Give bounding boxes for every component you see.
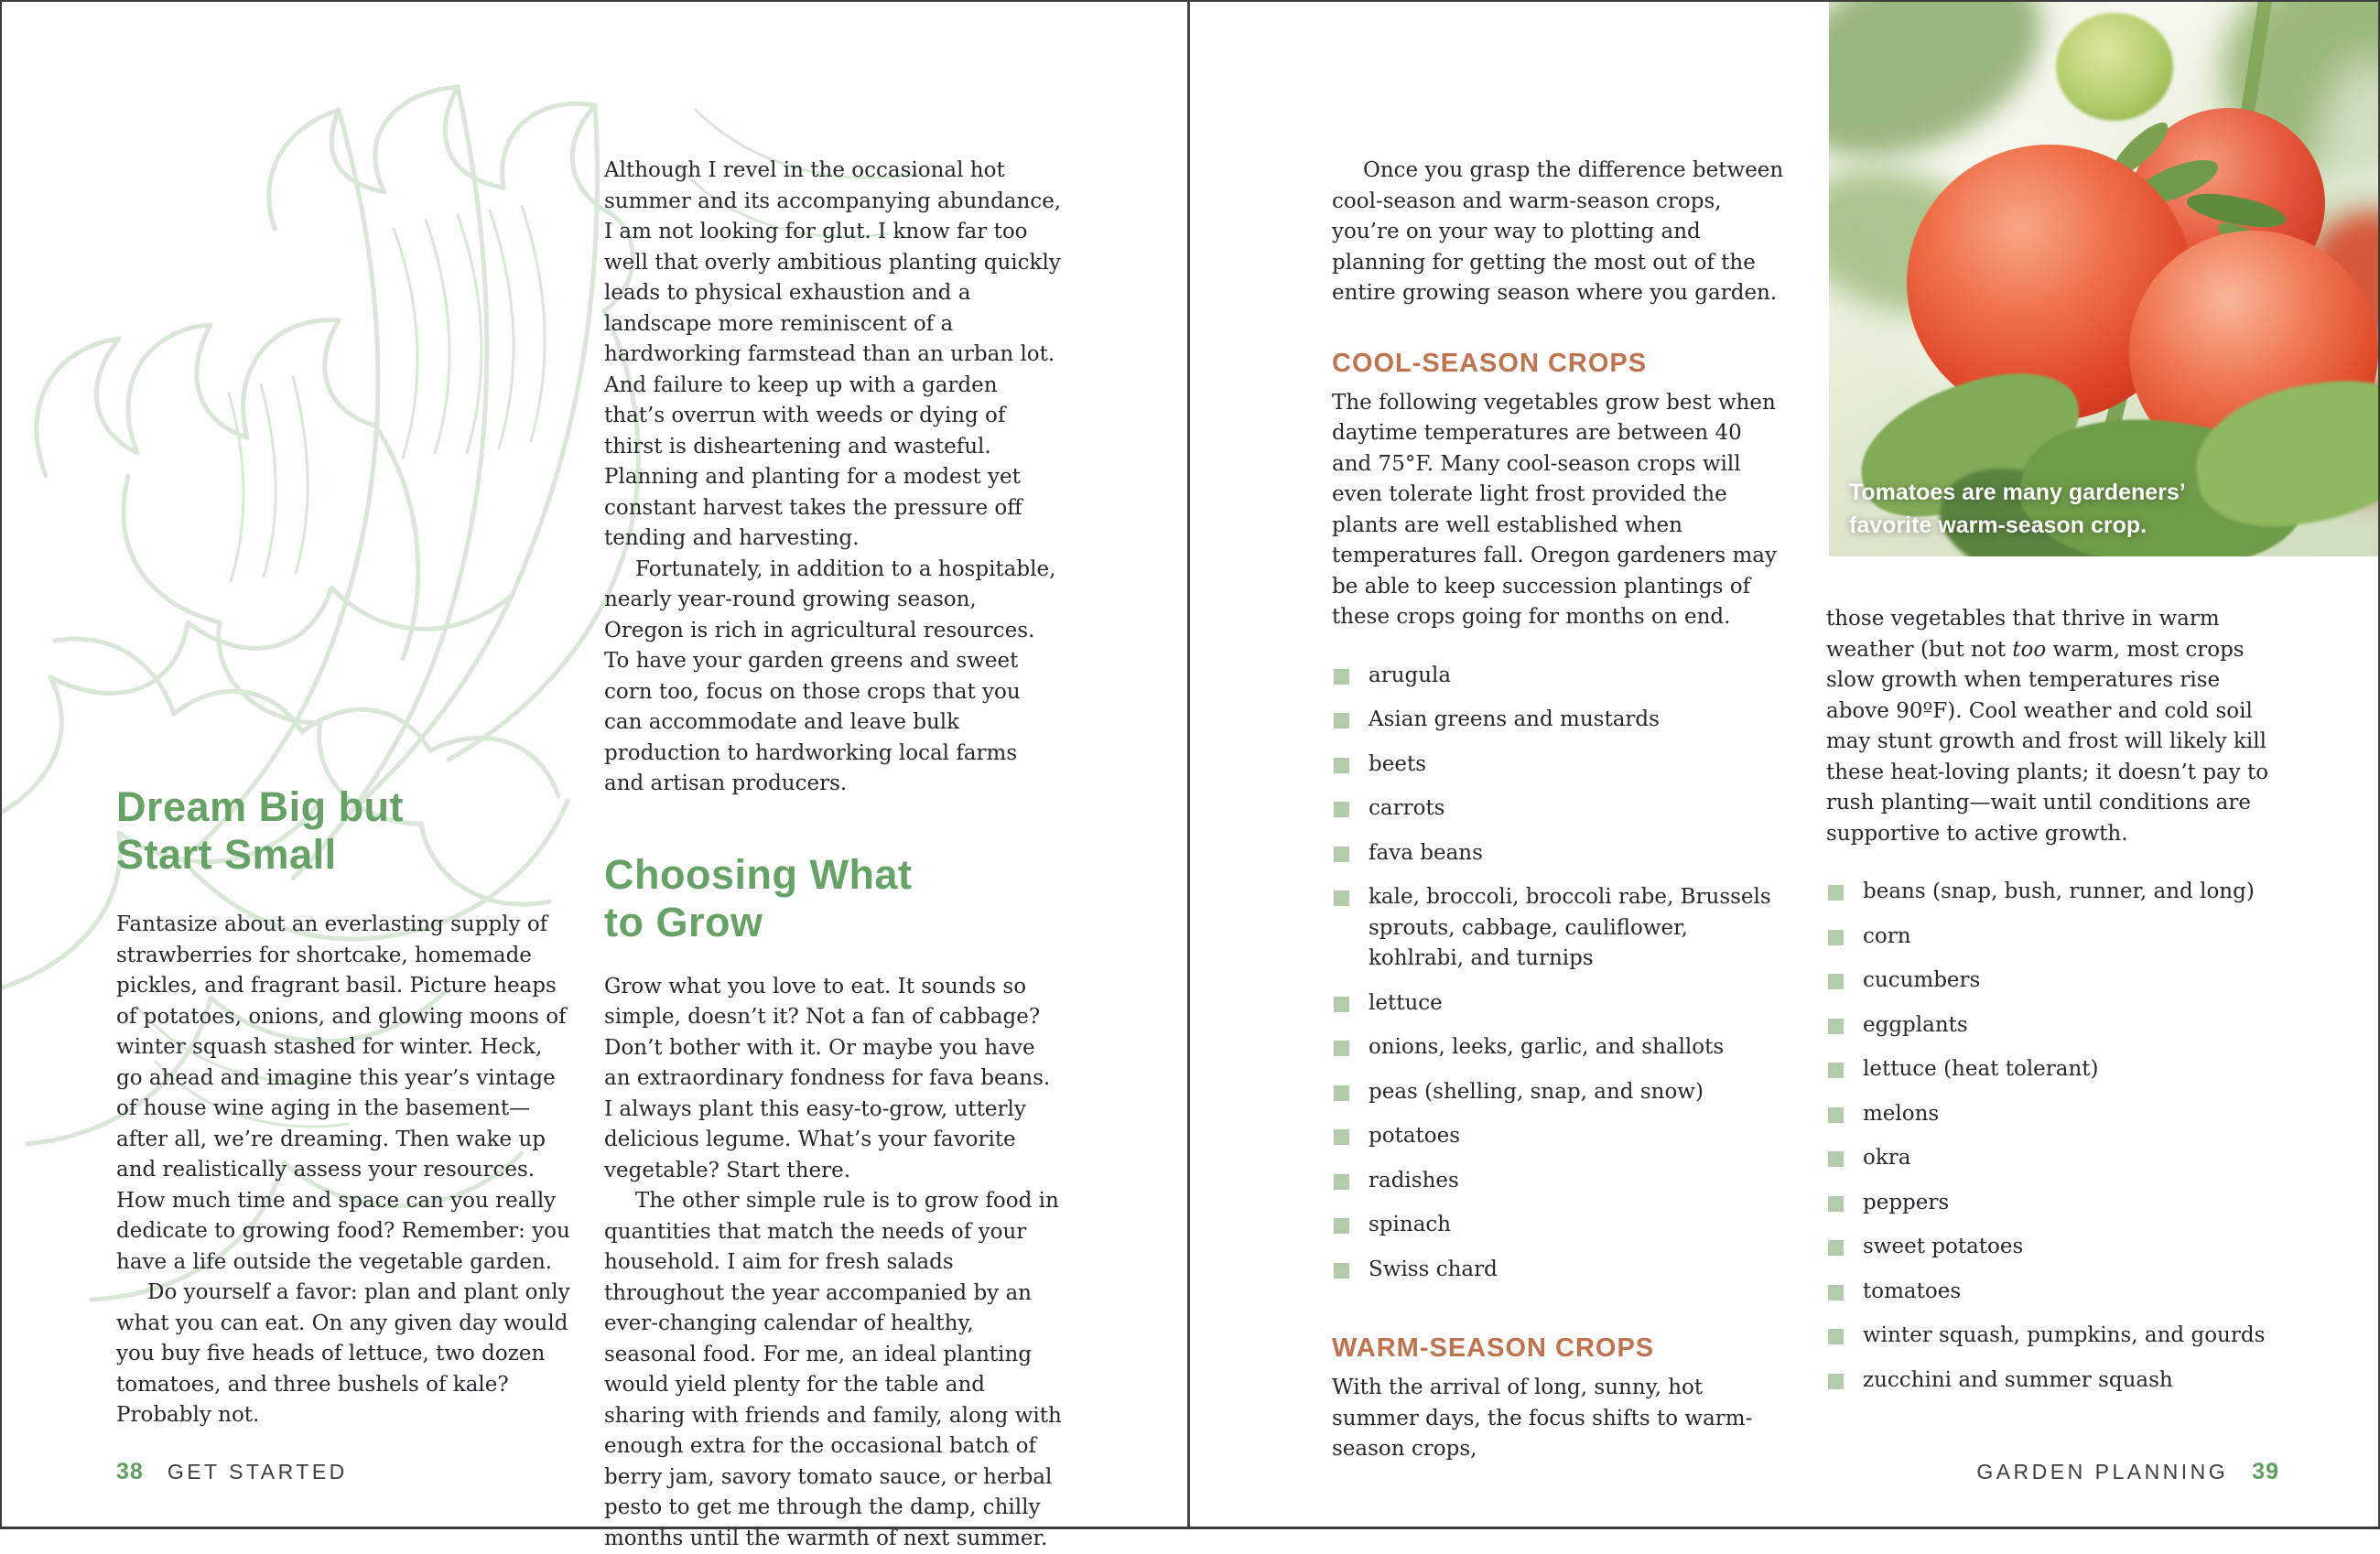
list-item-label: zucchini and summer squash [1863, 1367, 2173, 1392]
bullet-square-icon [1334, 669, 1349, 685]
bullet-square-icon [1828, 1019, 1844, 1034]
bullet-square-icon [1828, 930, 1844, 945]
bullet-square-icon [1334, 1218, 1349, 1234]
list-item [1332, 750, 1784, 781]
list-item [1332, 705, 1784, 736]
cool-season-crops-list [1332, 661, 1784, 1286]
list-item-label: melons [1863, 1101, 1940, 1126]
list-item [1826, 1054, 2284, 1085]
bullet-square-icon [1334, 997, 1349, 1012]
right-column-1 [1332, 156, 1784, 1465]
heading-choosing-what-to-grow [604, 851, 1062, 946]
heading-line: Start Small [116, 831, 337, 878]
book-spine-divider [1187, 0, 1190, 1529]
footer-right [1976, 1459, 2279, 1485]
bullet-square-icon [1828, 1107, 1844, 1123]
bullet-square-icon [1828, 885, 1844, 901]
list-item-label: eggplants [1863, 1012, 1968, 1037]
list-item-label: Asian greens and mustards [1368, 707, 1660, 731]
heading-dream-big-but-start-small [116, 783, 571, 879]
bullet-square-icon [1334, 890, 1349, 906]
heading-line: to Grow [604, 898, 763, 945]
bullet-square-icon [1334, 1041, 1349, 1056]
warm-season-crops-list [1826, 877, 2284, 1396]
left-column-2 [604, 156, 1062, 1554]
list-item [1332, 1121, 1784, 1152]
page-number: 38 [116, 1459, 144, 1484]
heading-line: Dream Big but [116, 783, 405, 830]
list-item-label: potatoes [1368, 1124, 1461, 1148]
subheading-warm-season-crops: WARM-SEASON CROPS [1332, 1333, 1655, 1363]
bullet-square-icon [1828, 1374, 1844, 1389]
body-paragraph [1826, 604, 2284, 849]
list-item [1332, 988, 1784, 1020]
list-item [1826, 1365, 2284, 1397]
body-paragraph: Fortunately, in addition to a hospitable, nearly year-round growing season, Oregon is rich in agricultural resources. To have your garden greens and sweet corn too, focus on those crops that you can accommodate and leave bulk production to hardworking local farms and artisan producers. [604, 556, 1056, 795]
bullet-square-icon [1334, 1085, 1349, 1101]
page-number: 39 [2252, 1459, 2279, 1484]
list-item [1332, 838, 1784, 869]
list-item [1826, 877, 2284, 908]
photo-caption [1849, 476, 2186, 542]
bullet-square-icon [1334, 758, 1349, 773]
bullet-square-icon [1828, 1285, 1844, 1300]
body-paragraph: The following vegetables grow best when daytime temperatures are between 40 and 75°F. Many cool-season crops will even tolerate light frost provided the plants are well established when temperatures fall. Oregon gardeners may be able to keep succession plantings of these crops going for months on end. [1332, 390, 1778, 629]
list-item [1332, 882, 1784, 975]
body-paragraph: With the arrival of long, sunny, hot summer days, the focus shifts to warm-season crops, [1332, 1376, 1753, 1461]
list-item-label: peppers [1863, 1190, 1950, 1214]
list-item [1332, 1210, 1784, 1241]
list-item-label: Swiss chard [1368, 1257, 1498, 1281]
subheading-cool-season-crops: COOL-SEASON CROPS [1332, 348, 1648, 378]
bullet-square-icon [1334, 1263, 1349, 1279]
bullet-square-icon [1334, 713, 1349, 728]
list-item [1826, 1143, 2284, 1174]
list-item [1826, 1277, 2284, 1308]
heading-line: Choosing What [604, 850, 913, 898]
right-column-2 [1826, 604, 2284, 1409]
list-item [1826, 1232, 2284, 1263]
bullet-square-icon [1828, 1329, 1844, 1344]
body-paragraph: Once you grasp the difference between cool-season and warm-season crops, you’re on your way to plotting and planning for getting the most out of the entire growing season where you garden. [1332, 158, 1784, 305]
list-item-label: lettuce [1368, 990, 1443, 1015]
text-run: those vegetables that thrive in warm weather (but not [1826, 607, 2220, 662]
list-item-label: lettuce (heat tolerant) [1863, 1057, 2099, 1081]
list-item [1332, 1077, 1784, 1108]
bullet-square-icon [1828, 1151, 1844, 1167]
green-tomato [2056, 13, 2173, 121]
photo-caption-line: Tomatoes are many gardeners’ [1849, 480, 2186, 505]
list-item-label: beans (snap, bush, runner, and long) [1863, 880, 2255, 903]
list-item-label: beets [1368, 751, 1426, 776]
list-item [1332, 1166, 1784, 1197]
list-item-label: tomatoes [1863, 1279, 1962, 1303]
bullet-square-icon [1828, 1196, 1844, 1212]
list-item [1826, 1099, 2284, 1130]
list-item-label: onions, leeks, garlic, and shallots [1368, 1035, 1725, 1059]
list-item-label: spinach [1368, 1213, 1452, 1236]
list-item-label: radishes [1368, 1168, 1459, 1192]
bullet-square-icon [1828, 1240, 1844, 1256]
body-paragraph: Although I revel in the occasional hot summer and its accompanying abundance, I am not looking for glut. I know far too well that overly ambitious planting quickly leads to physical exhaustion and a landscape more reminiscent of a hardworking farmstead than an urban lot. And failure to keep up with a garden that’s overrun with weeds or dying of thirst is disheartening and wasteful. Planning and planting for a modest yet constant harvest takes the pressure off tending and harvesting. [604, 158, 1062, 550]
footer-section-label: GET STARTED [167, 1460, 348, 1484]
list-item-label: carrots [1368, 796, 1445, 820]
list-item-label: okra [1863, 1146, 1911, 1170]
list-item [1826, 966, 2284, 997]
body-paragraph: Do yourself a favor: plan and plant only what you can eat. On any given day would you buy five heads of lettuce, two dozen tomatoes, and three bushels of kale? Probably not. [116, 1280, 570, 1427]
list-item [1826, 922, 2284, 953]
list-item [1826, 1321, 2284, 1352]
body-paragraph: The other simple rule is to grow food in quantities that match the needs of your household. I aim for fresh salads throughout the year accompanied by an ever-changing calendar of healthy, seasonal food. For me, an ideal planting would yield plenty for the table and sharing with friends and family, along with enough extra for the occasional batch of berry jam, savory tomato sauce, or herbal pesto to get me through the damp, chilly months until the warmth of next summer. [604, 1189, 1062, 1550]
list-item-label: sweet potatoes [1863, 1235, 2024, 1258]
bullet-square-icon [1334, 1129, 1349, 1145]
list-item [1332, 1032, 1784, 1063]
list-item-label: arugula [1368, 663, 1452, 687]
list-item-label: corn [1863, 923, 1911, 948]
list-item [1826, 1188, 2284, 1219]
list-item [1332, 1255, 1784, 1286]
italic-text-run: too [2012, 637, 2047, 662]
left-column-1 [116, 783, 571, 1431]
bullet-square-icon [1334, 1174, 1349, 1190]
list-item-label: peas (shelling, snap, and snow) [1368, 1079, 1704, 1104]
bullet-square-icon [1828, 1063, 1844, 1078]
bullet-square-icon [1334, 847, 1349, 862]
list-item-label: winter squash, pumpkins, and gourds [1863, 1323, 2266, 1347]
photo-caption-line: favorite warm-season crop. [1849, 513, 2147, 538]
footer-section-label: GARDEN PLANNING [1976, 1460, 2229, 1484]
tomatoes-photo [1829, 0, 2380, 556]
body-paragraph: Fantasize about an everlasting supply of strawberries for shortcake, homemade pickles, and fragrant basil. Picture heaps of potatoes, onions, and glowing moons of winter squash stashed for winter. Heck, go ahead and imagine this year’s vintage of house wine aging in the basement—after all, we’re dreaming. Then wake up and realistically assess your resources. How much time and space can you really dedicate to growing food? Remember: you have a life outside the vegetable garden. [116, 912, 570, 1274]
list-item-label: kale, broccoli, broccoli rabe, Brussels sprouts, cabbage, cauliflower, kohlrabi, and turnips [1368, 885, 1771, 970]
list-item [1332, 661, 1784, 692]
text-run: warm, most crops slow growth when temperatures rise above 90ºF). Cool weather and cold soil may stunt growth and frost will likely kill these heat-loving plants; it doesn’t pay to rush planting—wait until conditions are supportive to active growth. [1826, 637, 2269, 846]
body-paragraph: Grow what you love to eat. It sounds so simple, doesn’t it? Not a fan of cabbage? Don’t bother with it. Or maybe you have an extraordinary fondness for fava beans. I always plant this easy-to-grow, utterly delicious legume. What’s your favorite vegetable? Start there. [604, 974, 1051, 1182]
bullet-square-icon [1334, 802, 1349, 817]
list-item [1826, 1010, 2284, 1041]
bullet-square-icon [1828, 974, 1844, 989]
footer-left [116, 1459, 348, 1485]
list-item [1332, 793, 1784, 825]
list-item-label: fava beans [1368, 840, 1483, 865]
list-item-label: cucumbers [1863, 968, 1981, 992]
